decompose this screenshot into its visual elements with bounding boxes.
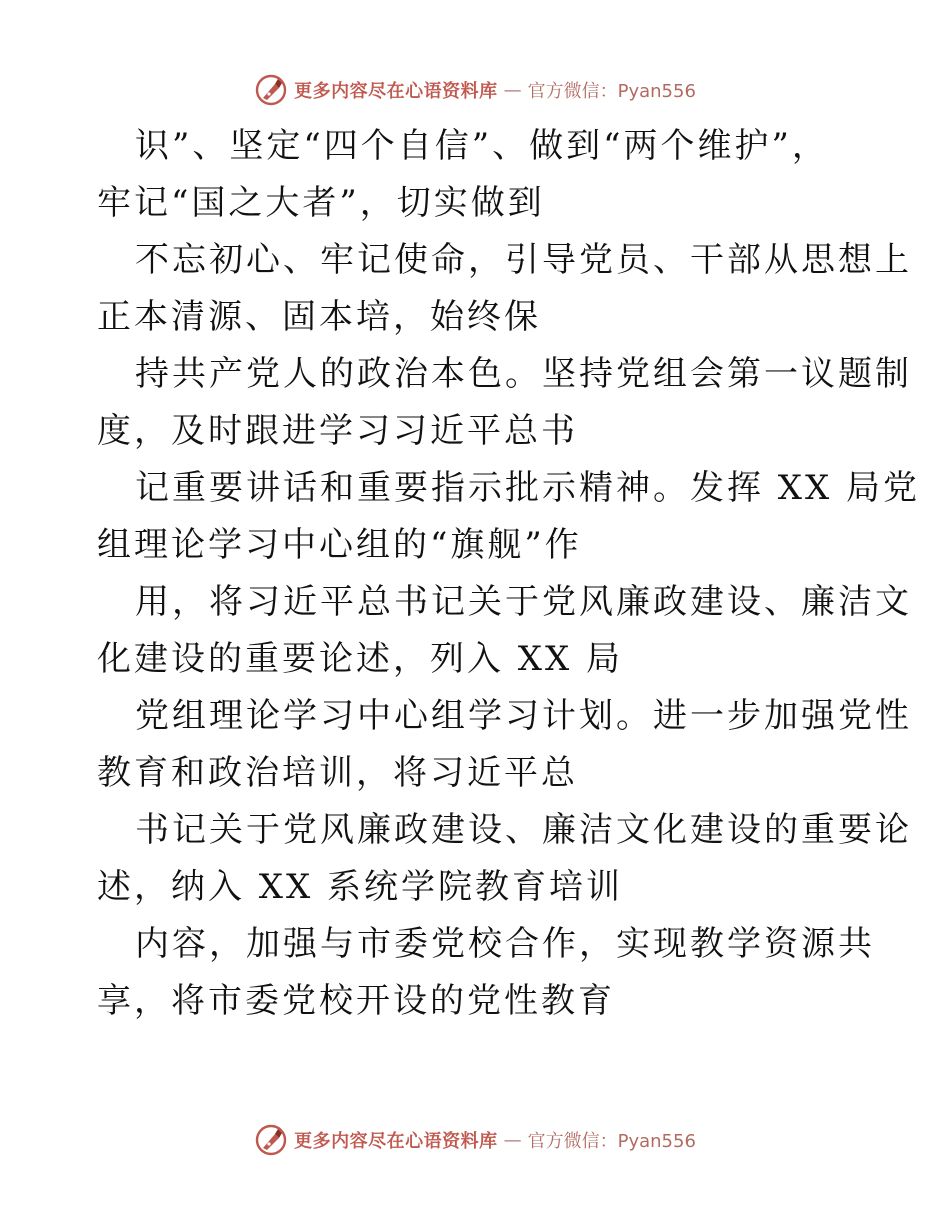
banner-wechat: 官方微信：Pyan556 [527,81,696,102]
text-line: 牢记“国之大者”，切实做到 [97,183,545,223]
banner-dash: — [503,1129,522,1151]
text-line: 化建设的重要论述，列入 XX 局 [97,639,624,679]
footer-banner [0,1120,950,1160]
document-body [97,118,921,1030]
text-line: 书记关于党风廉政建设、廉洁文化建设的重要论 [135,810,912,850]
text-line: 内容，加强与市委党校合作，实现教学资源共 [135,924,875,964]
text-line: 持共产党人的政治本色。坚持党组会第一议题制 [135,354,912,394]
text-line: 识”、坚定“四个自信”、做到“两个维护”， [135,126,829,166]
pen-nib-circle-icon [254,73,288,107]
text-line: 度，及时跟进学习习近平总书 [97,411,578,451]
text-line: 不忘初心、牢记使命，引导党员、干部从思想上 [135,240,912,280]
text-line: 组理论学习中心组的“旗舰”作 [97,525,582,565]
banner-site-name: 更多内容尽在心语资料库 [294,81,498,102]
banner-dash: — [503,79,522,101]
text-line: 正本清源、固本培，始终保 [97,297,541,337]
pen-nib-circle-icon [254,1123,288,1157]
banner-site-name: 更多内容尽在心语资料库 [294,1131,498,1152]
text-line: 教育和政治培训，将习近平总 [97,753,578,793]
text-line: 述，纳入 XX 系统学院教育培训 [97,867,624,907]
text-line: 享，将市委党校开设的党性教育 [97,981,615,1021]
header-banner [0,70,950,110]
text-line: 党组理论学习中心组学习计划。进一步加强党性 [135,696,912,736]
text-line: 用，将习近平总书记关于党风廉政建设、廉洁文 [135,582,912,622]
banner-wechat: 官方微信：Pyan556 [527,1131,696,1152]
text-line: 记重要讲话和重要指示批示精神。发挥 XX 局党 [135,468,921,508]
